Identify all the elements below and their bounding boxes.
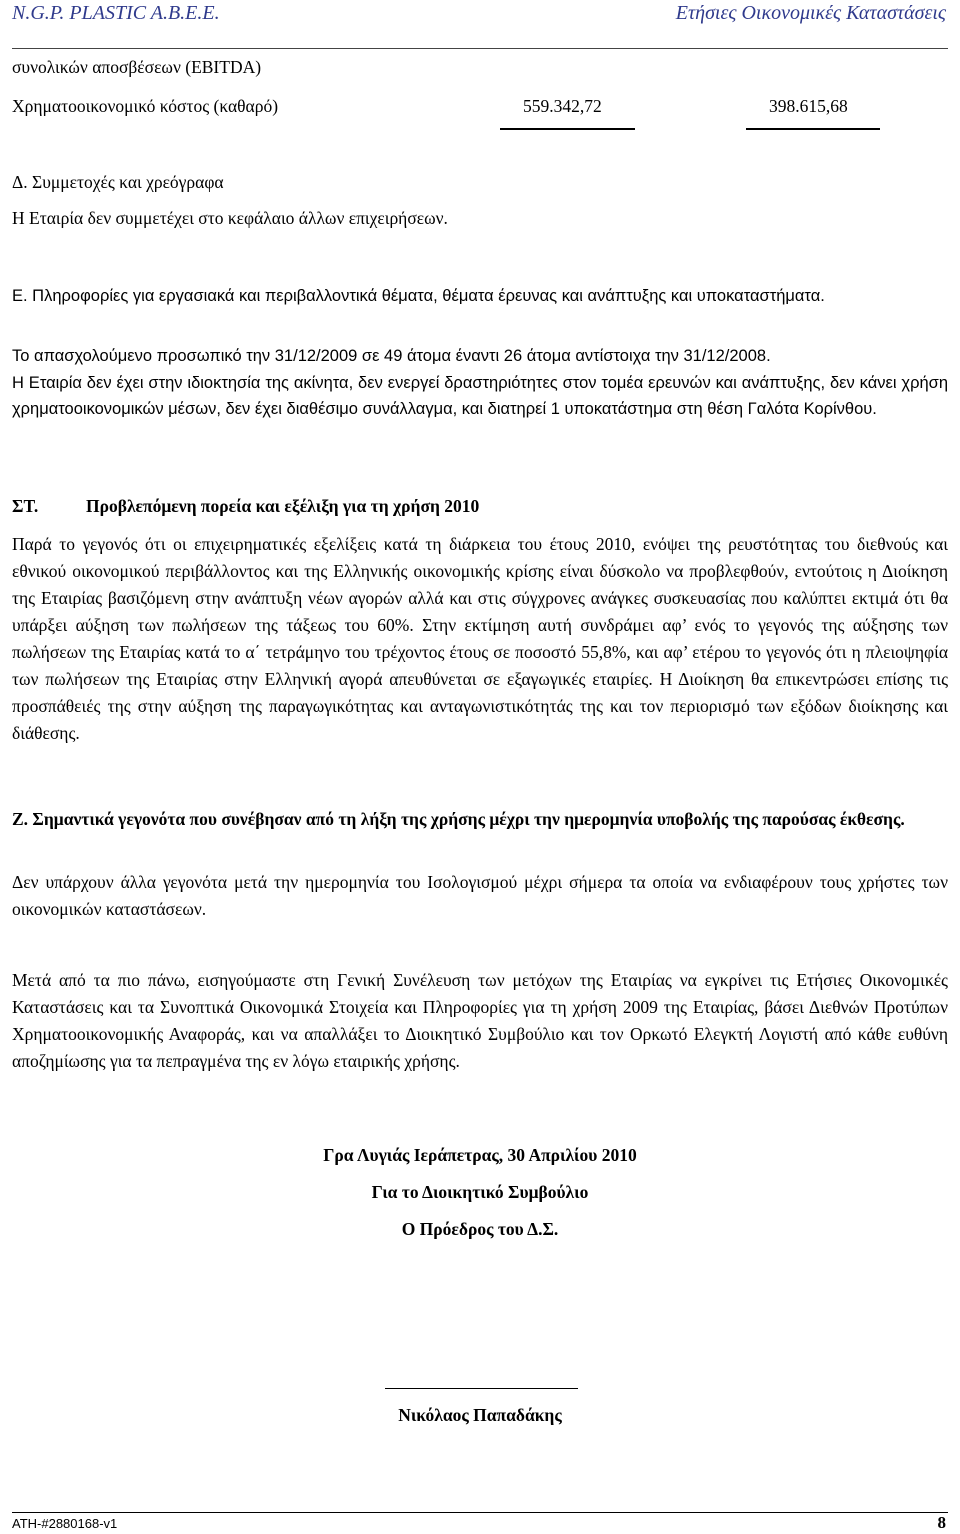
- header-divider: [12, 48, 948, 49]
- finance-cost-2008: 398.615,68: [769, 96, 848, 116]
- closing-text: Μετά από τα πιο πάνω, εισηγούμαστε στη Γενική Συνέλευση των μετόχων της Εταιρίας να εγκρίνει τις Ετήσιες Οικονομικές Καταστάσεις και τα Συνοπτικά Οικονομικά Στοιχεία και Πληροφορίες για τη χρήση 2009 της Εταιρίας, βάσει Διεθνών Προτύπων Χρηματοοικονομικής Αναφοράς, και να απαλλάξει το Διοικητικό Συμβούλιο και τον Ορκωτό Ελεγκτή Λογιστή από κάθε ευθύνη αποζημίωσης για τα πεπραγμένα της εν λόγω εταιρικής χρήσης.: [12, 970, 948, 1071]
- ebitda-label: συνολικών αποσβέσεων (EBITDA): [12, 57, 262, 77]
- document-reference: ΑΤΗ-#2880168-v1: [12, 1516, 118, 1531]
- document-title: Ετήσιες Οικονομικές Καταστάσεις: [675, 2, 946, 24]
- footer-divider: [12, 1512, 948, 1513]
- section-d-heading: Δ. Συμμετοχές και χρεόγραφα: [12, 172, 224, 192]
- page-number: 8: [937, 1513, 946, 1532]
- total-underline-2009: [500, 128, 635, 130]
- finance-cost-2009: 559.342,72: [523, 96, 602, 116]
- section-z-text: Δεν υπάρχουν άλλα γεγονότα μετά την ημερομηνία του Ισολογισμού μέχρι σήμερα τα οποία να ενδιαφέρουν τους χρήστες των οικονομικών καταστάσεων.: [12, 872, 948, 919]
- total-underline-2008: [746, 128, 880, 130]
- section-e-heading: Ε. Πληροφορίες για εργασιακά και περιβαλλοντικά θέματα, θέματα έρευνας και ανάπτυξης και υποκαταστήματα.: [12, 287, 825, 305]
- staff-text: Το απασχολούμενο προσωπικό την 31/12/2009 σε 49 άτομα έναντι 26 άτομα αντίστοιχα την 31/12/2008.: [12, 347, 771, 365]
- on-behalf-of: Για το Διοικητικό Συμβούλιο: [371, 1182, 589, 1202]
- signatory-role: Ο Πρόεδρος του Δ.Σ.: [401, 1219, 559, 1239]
- section-st-heading: Προβλεπόμενη πορεία και εξέλιξη για τη χρήση 2010: [86, 496, 480, 516]
- section-z-heading: Ζ. Σημαντικά γεγονότα που συνέβησαν από τη λήξη της χρήσης μέχρι την ημερομηνία υποβολής της παρούσας έκθεσης.: [12, 809, 905, 829]
- property-text: Η Εταιρία δεν έχει στην ιδιοκτησία της ακίνητα, δεν ενεργεί δραστηριότητες στον τομέα ερευνών και ανάπτυξης, δεν κάνει χρήση χρηματοοικονομικών μέσων, δεν έχει διαθέσιμο συνάλλαγμα, και διατηρεί 1 υποκατάστημα στη θέση Γαλότα Κορίνθου.: [12, 374, 948, 418]
- place-date: Γρα Λυγιάς Ιεράπετρας, 30 Απριλίου 2010: [323, 1145, 637, 1165]
- company-name: N.G.P. PLASTIC A.B.E.E.: [12, 2, 220, 24]
- signatory-name: Νικόλαος Παπαδάκης: [398, 1405, 562, 1425]
- signature-line: [385, 1388, 578, 1389]
- section-st-label: ΣΤ.: [12, 496, 39, 516]
- section-d-text: Η Εταιρία δεν συμμετέχει στο κεφάλαιο άλλων επιχειρήσεων.: [12, 208, 448, 228]
- section-st-text: Παρά το γεγονός ότι οι επιχειρηματικές εξελίξεις κατά τη διάρκεια του έτους 2010, ενόψει της ρευστότητας του διεθνούς και εθνικού οικονομικού περιβάλλοντος και της Ελληνικής οικονομικής κρίσης είναι δύσκολο να προβλεφθούν, εντούτοις η Διοίκηση της Εταιρίας βασιζόμενη στην ανάπτυξη νέων αγορών αλλά και στις σύγχρονες ανάγκες συσκευασίας που καλύπτει εκτιμά ότι θα υπάρξει αύξηση των πωλήσεων της τάξεως του 60%. Στην εκτίμηση αυτή συνδράμει αφ’ ενός το γεγονός της αύξησης των πωλήσεων της Εταιρίας κατά το α΄ τετράμηνο του τρέχοντος έτους σε ποσοστό 55,8%, και αφ’ ετέρου το γεγονός ότι η πλειοψηφία των πωλήσεων της Εταιρίας στην Ελληνική αγορά απευθύνεται σε εξαγωγικές εταιρίες. Η Διοίκηση θα επικεντρώσει επίσης τις προσπάθειές της στην αύξηση της παραγωγικότητας και ανταγωνιστικότητάς της και τον περιορισμό των εξόδων διοίκησης και διάθεσης.: [12, 534, 948, 743]
- finance-cost-label: Χρηματοοικονομικό κόστος (καθαρό): [12, 96, 279, 116]
